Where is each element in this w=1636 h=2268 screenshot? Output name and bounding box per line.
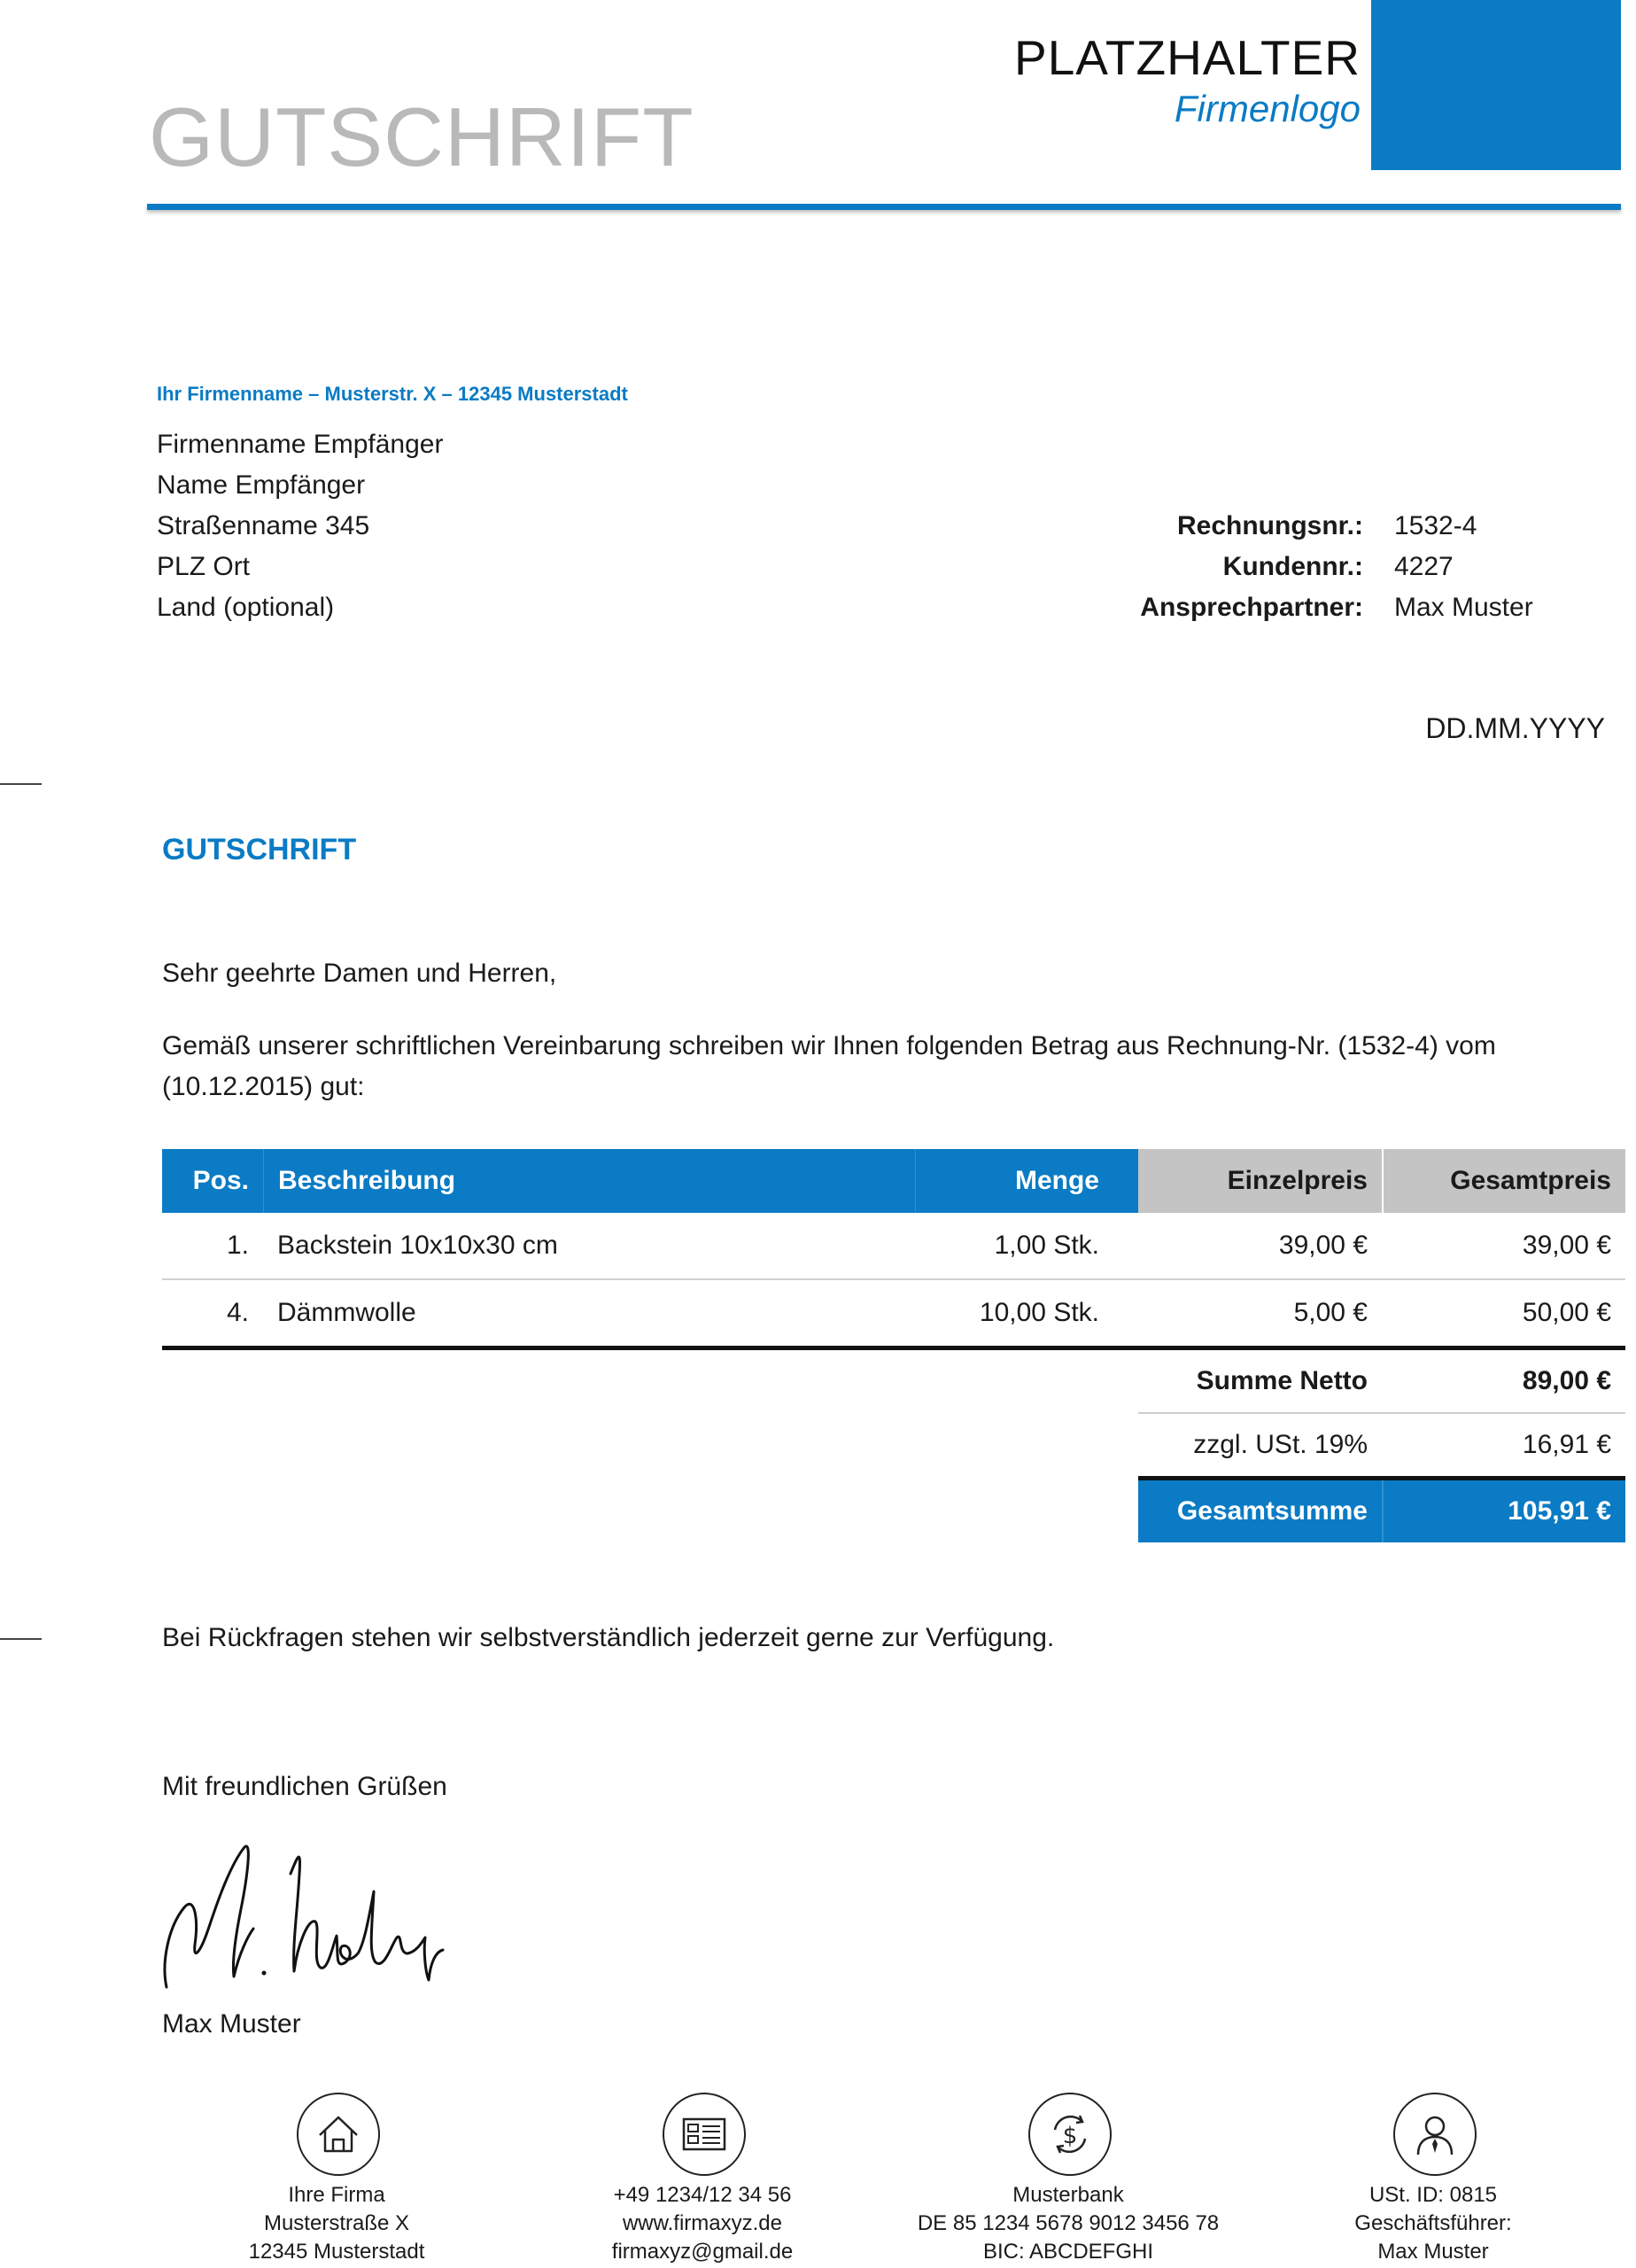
footer-bic: BIC: ABCDEFGHI bbox=[982, 2240, 1154, 2264]
customer-number-value: 4227 bbox=[1394, 552, 1454, 581]
recipient-city: PLZ Ort bbox=[157, 552, 251, 581]
row-quantity: 10,00 Stk. bbox=[979, 1298, 1099, 1327]
row-unit-price: 5,00 € bbox=[1293, 1298, 1368, 1327]
signature-name: Max Muster bbox=[162, 2009, 301, 2039]
customer-number-label: Kundennr.: bbox=[1222, 552, 1363, 581]
logo-placeholder-title: PLATZHALTER bbox=[1014, 30, 1361, 85]
table-row bbox=[162, 1280, 1625, 1350]
footer-company bbox=[151, 2181, 523, 2266]
column-header-unit-price: Einzelpreis bbox=[1138, 1149, 1382, 1213]
handwritten-signature bbox=[159, 1838, 452, 1998]
sender-address-line: Ihr Firmenname – Musterstr. X – 12345 Musterstadt bbox=[157, 383, 628, 405]
footer-contact bbox=[516, 2181, 888, 2266]
tax-label: zzgl. USt. 19% bbox=[1193, 1430, 1368, 1459]
row-quantity: 1,00 Stk. bbox=[994, 1231, 1099, 1260]
column-header-pos: Pos. bbox=[162, 1149, 263, 1213]
footer-ceo-name: Max Muster bbox=[1377, 2240, 1489, 2264]
row-pos: 1. bbox=[226, 1231, 249, 1260]
greeting: Sehr geehrte Damen und Herren, bbox=[162, 959, 557, 988]
column-header-description: Beschreibung bbox=[263, 1149, 915, 1213]
net-sum-label: Summe Netto bbox=[1196, 1366, 1368, 1395]
svg-text:$: $ bbox=[1062, 2123, 1078, 2149]
row-pos: 4. bbox=[226, 1298, 249, 1327]
column-header-quantity: Menge bbox=[915, 1149, 1138, 1213]
recipient-street: Straßenname 345 bbox=[157, 511, 370, 540]
contact-person-value: Max Muster bbox=[1394, 593, 1533, 622]
footer-email: firmaxyz@gmail.de bbox=[611, 2240, 794, 2264]
footer-company-street: Musterstraße X bbox=[263, 2211, 410, 2235]
logo-placeholder-subtitle: Firmenlogo bbox=[1174, 88, 1361, 129]
logo-placeholder-box bbox=[1371, 0, 1621, 170]
intro-text-line2: (10.12.2015) gut: bbox=[162, 1072, 365, 1101]
footer-bank bbox=[882, 2181, 1254, 2266]
tax-value: 16,91 € bbox=[1522, 1430, 1611, 1459]
invoice-number-value: 1532-4 bbox=[1394, 511, 1477, 540]
contact-person-label: Ansprechpartner: bbox=[1140, 593, 1363, 622]
row-unit-price: 39,00 € bbox=[1278, 1231, 1368, 1260]
grand-total-label: Gesamtsumme bbox=[1176, 1496, 1368, 1526]
document-date: DD.MM.YYYY bbox=[1425, 712, 1605, 744]
fold-mark-bottom bbox=[0, 1638, 42, 1640]
footer-iban: DE 85 1234 5678 9012 3456 78 bbox=[917, 2211, 1220, 2235]
footer-bank-name: Musterbank bbox=[1012, 2183, 1124, 2207]
intro-text-line1: Gemäß unserer schriftlichen Vereinbarung schreiben wir Ihnen folgenden Betrag aus Rechnung-Nr. (1532-4) vom bbox=[162, 1031, 1496, 1060]
footer-legal bbox=[1247, 2181, 1619, 2266]
row-description: Dämmwolle bbox=[277, 1298, 416, 1327]
row-description: Backstein 10x10x30 cm bbox=[277, 1231, 558, 1260]
grand-total-value: 105,91 € bbox=[1382, 1480, 1625, 1542]
footer-vat-id: USt. ID: 0815 bbox=[1369, 2183, 1498, 2207]
document-title: GUTSCHRIFT bbox=[149, 90, 694, 183]
footer-company-name: Ihre Firma bbox=[288, 2183, 385, 2207]
fold-mark-top bbox=[0, 783, 42, 785]
table-row bbox=[162, 1213, 1625, 1280]
regards: Mit freundlichen Grüßen bbox=[162, 1772, 447, 1801]
grand-total-row bbox=[1138, 1480, 1625, 1542]
recipient-country: Land (optional) bbox=[157, 593, 335, 622]
header-divider bbox=[147, 204, 1621, 210]
house-icon bbox=[297, 2093, 380, 2176]
column-header-total: Gesamtpreis bbox=[1382, 1149, 1625, 1213]
subject-heading: GUTSCHRIFT bbox=[162, 833, 357, 866]
contact-card-icon bbox=[663, 2093, 746, 2176]
closing-text: Bei Rückfragen stehen wir selbstverständlich jederzeit gerne zur Verfügung. bbox=[162, 1623, 1055, 1652]
invoice-number-label: Rechnungsnr.: bbox=[1176, 511, 1363, 540]
tax-row bbox=[1138, 1414, 1625, 1480]
footer-website: www.firmaxyz.de bbox=[622, 2211, 783, 2235]
currency-exchange-icon bbox=[1028, 2093, 1112, 2176]
recipient-name: Name Empfänger bbox=[157, 470, 366, 500]
footer-phone: +49 1234/12 34 56 bbox=[613, 2183, 792, 2207]
net-sum-value: 89,00 € bbox=[1522, 1366, 1611, 1395]
footer-ceo-label: Geschäftsführer: bbox=[1354, 2211, 1512, 2235]
businessman-icon bbox=[1393, 2093, 1477, 2176]
footer-company-city: 12345 Musterstadt bbox=[248, 2240, 425, 2264]
net-sum-row bbox=[1138, 1350, 1625, 1414]
row-total: 50,00 € bbox=[1522, 1298, 1611, 1327]
recipient-company: Firmenname Empfänger bbox=[157, 430, 444, 459]
row-total: 39,00 € bbox=[1522, 1231, 1611, 1260]
